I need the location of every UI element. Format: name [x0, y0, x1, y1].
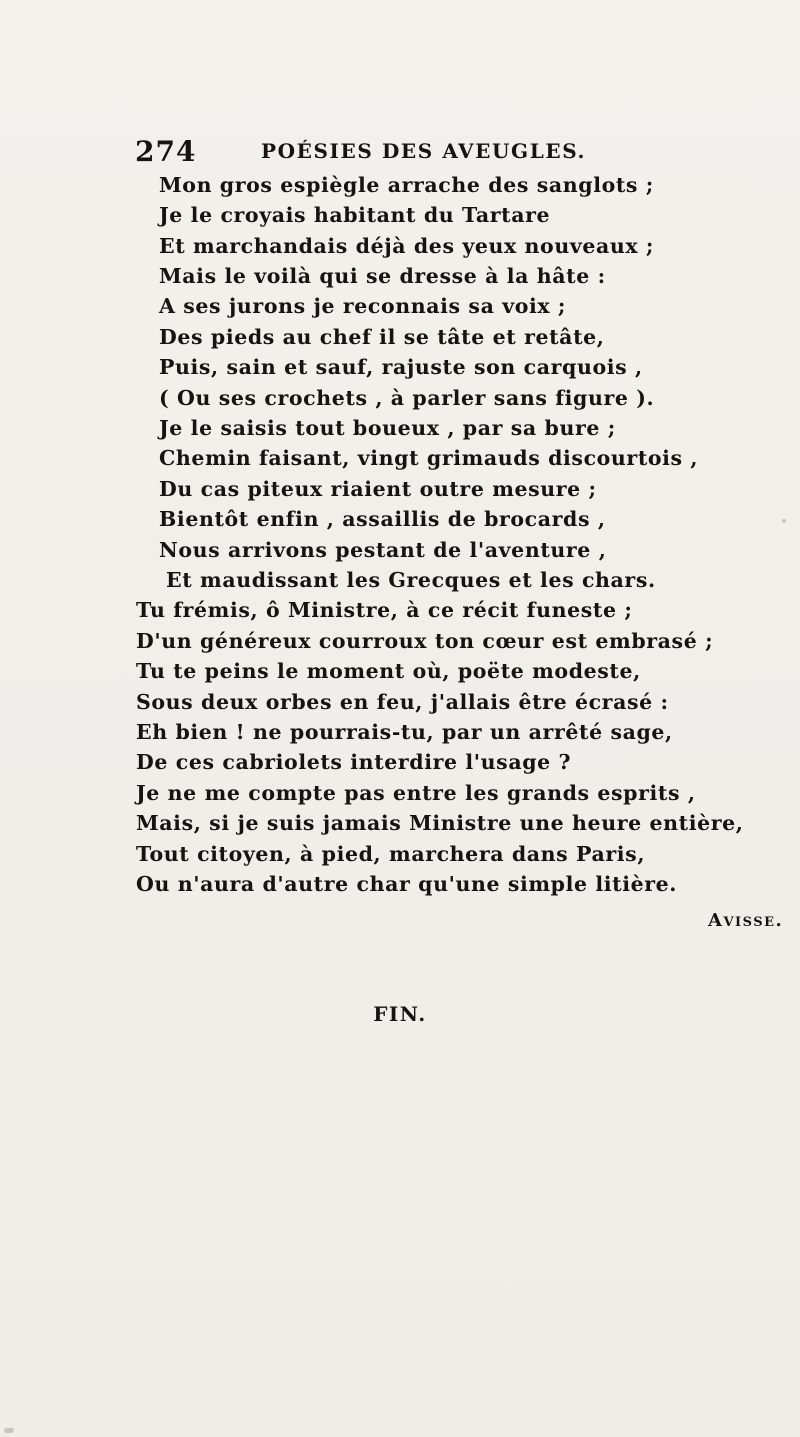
- verse-line: Et marchandais déjà des yeux nouveaux ;: [159, 234, 655, 258]
- verse-line: Tu frémis, ô Ministre, à ce récit funeste ;: [136, 598, 633, 622]
- paper-speck: [4, 1428, 14, 1433]
- verse-line: Bientôt enfin , assaillis de brocards ,: [159, 507, 606, 531]
- verse-line: Je le croyais habitant du Tartare: [159, 203, 551, 227]
- page-header: [135, 135, 695, 169]
- verse-line: A ses jurons je reconnais sa voix ;: [159, 294, 567, 318]
- page-number: 274: [135, 135, 197, 168]
- verse-line: ( Ou ses crochets , à parler sans figure ).: [159, 386, 655, 410]
- verse-line: Tu te peins le moment où, poëte modeste,: [136, 659, 641, 683]
- verse-line: Mais, si je suis jamais Ministre une heure entière,: [136, 811, 744, 835]
- verse-line: Je ne me compte pas entre les grands esprits ,: [136, 781, 696, 805]
- verse-line: Et maudissant les Grecques et les chars.: [166, 568, 656, 592]
- verse-line: D'un généreux courroux ton cœur est embrasé ;: [136, 629, 714, 653]
- verse-line: Chemin faisant, vingt grimauds discourtois ,: [159, 446, 699, 470]
- verse-line: Mon gros espiègle arrache des sanglots ;: [159, 173, 654, 197]
- end-mark: FIN.: [373, 1002, 427, 1026]
- verse-line: Nous arrivons pestant de l'aventure ,: [159, 538, 607, 562]
- paper-speck: [782, 519, 786, 523]
- verse-line: Puis, sain et sauf, rajuste son carquois ,: [159, 355, 643, 379]
- verse-line: Tout citoyen, à pied, marchera dans Paris,: [136, 842, 646, 866]
- verse-line: Mais le voilà qui se dresse à la hâte :: [159, 264, 606, 288]
- verse-line: Sous deux orbes en feu, j'allais être écrasé :: [136, 690, 669, 714]
- author-signature: Avisse.: [708, 910, 784, 931]
- verse-line: Eh bien ! ne pourrais-tu, par un arrêté sage,: [136, 720, 673, 744]
- verse-line: Je le saisis tout boueux , par sa bure ;: [159, 416, 616, 440]
- verse-line: De ces cabriolets interdire l'usage ?: [136, 750, 572, 774]
- verse-line: Du cas piteux riaient outre mesure ;: [159, 477, 597, 501]
- verse-line: Ou n'aura d'autre char qu'une simple litière.: [136, 872, 678, 896]
- running-head: POÉSIES DES AVEUGLES.: [261, 139, 587, 163]
- verse-line: Des pieds au chef il se tâte et retâte,: [159, 325, 605, 349]
